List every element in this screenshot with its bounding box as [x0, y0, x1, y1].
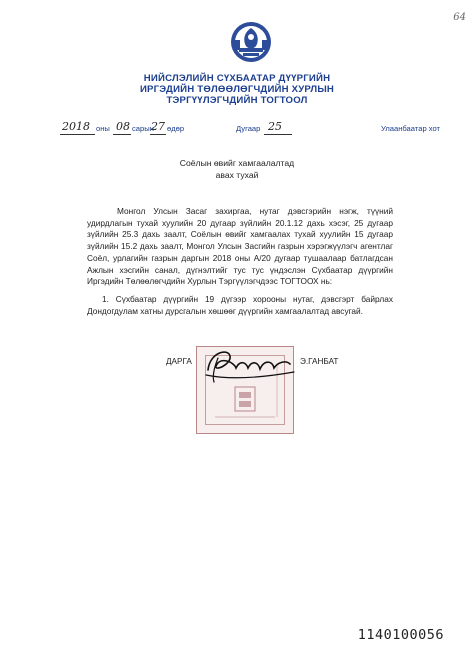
page-number: 64 — [453, 12, 466, 23]
signatory-title: ДАРГА — [166, 357, 192, 366]
body-paragraph-1: Монгол Улсын Засаг захиргаа, нутаг дэвсгэрийн нэгж, түүний удирдлагын тухай хуулийн 20 дугаар зүйлийн 20.1.12 дахь хэсэг, 25 дугаар зүйлийн 25.3 дахь заалт, Соёлын өвийг хамгаалах тухай хуулийн 15 дугаар зүйлийн 15.2 дахь заалт, Монгол Улсын Засгийн газрын хэрэгжүүлэгч агентлаг Соёл, урлагийн газрын даргын 2018 оны А/20 дугаар тушаалаар батлагдсан Ажлын хэсгийн санал, дүгнэлтийг тус тус үндэслэн Сүхбаатар дүүргийн Иргэдийн Төлөөлөгчдийн Хурлын Тэргүүлэгчдээс ТОГТООХ нь: — [87, 206, 393, 287]
header-line-1: НИЙСЛЭЛИЙН СҮХБААТАР ДҮҮРГИЙН — [143, 73, 331, 84]
date-year-word: оны — [96, 124, 110, 133]
date-day-word: өдөр — [167, 124, 185, 133]
header-line-3: ТЭРГҮҮЛЭГЧДИЙН ТОГТООЛ — [166, 95, 308, 106]
handwritten-signature — [200, 342, 300, 392]
state-emblem-logo — [229, 20, 273, 64]
body-paragraph-2: 1. Сүхбаатар дүүргийн 19 дүгээр хорооны нутаг, дэвсгэрт байрлах Дондогдулам хатны дурсгалын хөшөөг дүүргийн хамгаалалтад авсугай. — [87, 294, 393, 316]
document-title-line-2: авах тухай — [215, 170, 259, 180]
date-year: 2018 — [62, 120, 90, 133]
number-label: Дугаар — [236, 124, 261, 133]
city-name: Улаанбаатар хот — [381, 124, 441, 133]
signatory-name: Э.ГАНБАТ — [300, 357, 339, 366]
document-title-line-1: Соёлын өвийг хамгаалалтад — [179, 158, 295, 168]
document-meta-line — [0, 120, 474, 138]
date-day: 27 — [151, 120, 165, 133]
signature-block — [160, 338, 410, 433]
header-line-2: ИРГЭДИЙН ТӨЛӨӨЛӨГЧДИЙН ХУРЛЫН — [139, 84, 335, 95]
date-month-word: сарын — [132, 124, 154, 133]
document-number: 25 — [268, 120, 282, 133]
date-month: 08 — [116, 120, 130, 133]
serial-number: 1140100056 — [357, 627, 444, 643]
